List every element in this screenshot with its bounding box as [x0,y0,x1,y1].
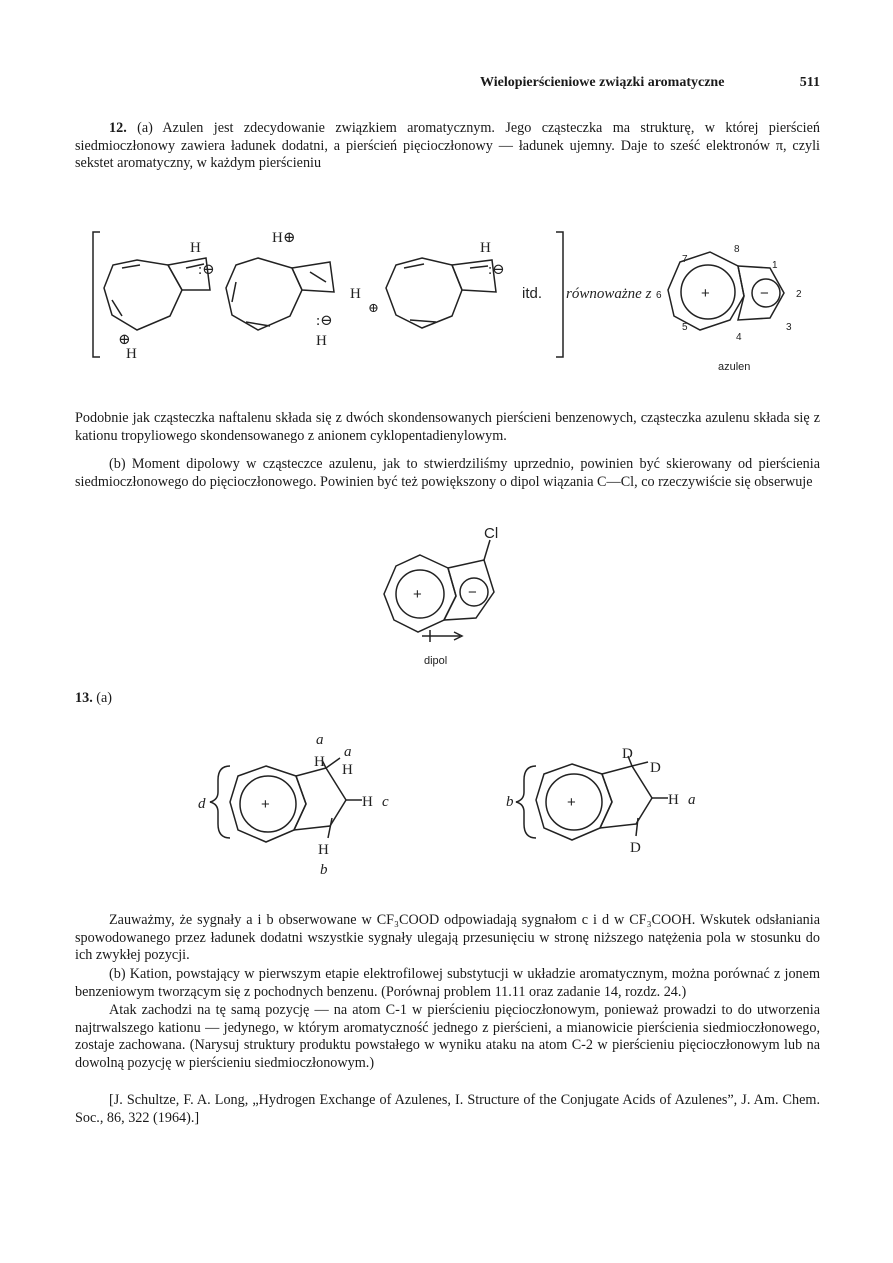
num-4: 4 [736,332,742,343]
rownowazne-label: równoważne z [566,286,652,302]
structure-2-seven-ring [226,258,302,330]
running-header [480,75,820,91]
left-seven-ring [230,766,306,842]
structure-1-seven-ring [104,260,182,330]
seven-ring-circle [681,265,735,319]
left-d: d [198,796,206,812]
left-h-right: H [342,762,353,778]
num-3: 3 [786,322,792,333]
reference: [J. Schultze, F. A. Long, „Hydrogen Exchange of Azulenes, I. Structure of the Conjugate Acids of Azulenes”, J. Am. Chem. Soc., 86, 322 (1964).] [75,1092,820,1126]
minus-1: :⊖ [198,262,215,278]
chloro-minus: − [468,584,477,601]
problem-13-number: 13. [75,690,93,706]
itd-label: itd. [522,285,543,302]
left-plus: + [261,796,270,813]
problem-12b: (b) Moment dipolowy w cząsteczce azulenu, jak to stwierdziliśmy uprzednio, powinien być skierowany od pierścienia siedmioczłonowego do pięcioczłonowego. Powinien być też powiększony o dipol wiązania C—Cl, co rzeczywiście się obserwuje [75,456,820,490]
ring-plus: + [701,285,710,302]
structure-3-seven-ring [386,258,462,328]
right-seven-ring [536,764,612,840]
cl-label: Cl [484,525,499,542]
problem-12-number: 12. [109,120,127,136]
h-1: H [190,240,201,256]
right-h: H [668,792,679,808]
left-circle [240,776,296,832]
num-1: 1 [772,260,778,271]
plus-3: ⊕ [368,300,379,315]
azulen-label: azulen [718,361,751,373]
chloro-five-circle [460,578,488,606]
problem-12a-text: (a) Azulen jest zdecydowanie związkiem aromatycznym. Jego cząsteczka ma strukturę, w której pierścień siedmioczłonowy zawiera ładunek dodatni, a pierścień pięcioczłonowy — ładunek ujemny. Daje to sześć elektronów π, czyli sekstet aromatyczny, w każdym pierścieniu [75,120,821,171]
paragraph-zauwazmy: Zauważmy, że sygnały a i b obserwowane w CF₃COOD odpowiadają sygnałom c i d w CF₃COOH. Wskutek odsłaniania spowodowanego przez ładunek dodatni wszystkie sygnały ulegają przesunięciu w stronę niższego natężenia pola w stosunku do ich zwykłej pozycji. [75,912,820,963]
bracket-left [93,232,100,357]
num-6: 6 [656,290,662,301]
right-d-top: D [622,746,633,762]
num-7: 7 [682,254,688,265]
left-brace [210,766,230,838]
chloro-seven-ring [384,555,456,632]
minus-3: :⊖ [488,262,505,278]
paragraph-atak: Atak zachodzi na tę samą pozycję — na atom C-1 w pierścieniu pięcioczłonowym, ponieważ prowadzi to do utworzenia najtrwalszego kationu — jedynego, w którym aromatyczność jednego z pierścieni, a mianowicie pierścienia siedmioczłonowego, zostaje zachowana. (Narysuj struktury produktu powstałego w wyniku ataku na atom C-2 w pierścieniu pięcioczłonowym lub na dowolną pozycję w pierścieniu siedmioczłonowym.) [75,1002,820,1071]
left-a: a [344,744,352,760]
structure-2-five-ring [292,262,334,292]
right-plus: + [567,794,576,811]
chloro-plus: + [413,586,422,603]
num-2: 2 [796,289,802,300]
right-d-right: D [650,760,661,776]
structure-3-five-ring [452,260,496,292]
h-1b: H [126,346,137,362]
left-b: b [320,862,328,878]
num-5: 5 [682,322,688,333]
hplus-2: H⊕ [272,230,296,246]
problem-13a-text: (a) [96,690,113,706]
right-b: b [506,794,514,810]
left-c: c [382,794,389,810]
ring-minus: − [760,285,769,302]
left-a-top: a [316,732,324,748]
chloro-seven-circle [396,570,444,618]
problem-13b: (b) Kation, powstający w pierwszym etapie elektrofilowej substytucji w układzie aromatycznym, można porównać z jonem benzeniowym tworzącym się z pochodnych benzenu. (Porównaj problem 11.11 oraz zadanie 14, rozdz. 24.) [75,966,820,1000]
azulene-seven-ring [668,252,744,330]
azulene-five-ring [738,266,784,320]
right-a: a [688,792,696,808]
problem-13a [75,690,820,708]
structure-1-five-ring [168,258,210,290]
minus-2: :⊖ [316,313,333,329]
h-2b: H [316,333,327,349]
five-ring-circle [752,279,780,307]
left-h-bottom: H [318,842,329,858]
chloro-five-ring [444,560,494,620]
h-3: H [480,240,491,256]
page-number: 511 [799,75,820,90]
h-2: H [350,286,361,302]
right-five-ring [600,766,652,828]
header-title: Wielopierścieniowe związki aromatyczne [480,75,725,90]
num-8: 8 [734,244,740,255]
bracket-right [556,232,563,357]
right-circle [546,774,602,830]
right-d-bottom: D [630,840,641,856]
dipol-label: dipol [424,655,448,667]
plus-1: ⊕ [118,332,131,348]
paragraph-naftalen: Podobnie jak cząsteczka naftalenu składa się z dwóch skondensowanych pierścieni benzenowych, cząsteczka azulenu składa się z kationu tropyliowego skondensowanego z anionem cyklopentadienylowym. [75,410,820,444]
right-brace [516,766,536,838]
left-h-top: H [314,754,325,770]
left-five-ring [294,768,346,830]
left-h-c: H [362,794,373,810]
problem-12a [75,120,820,173]
